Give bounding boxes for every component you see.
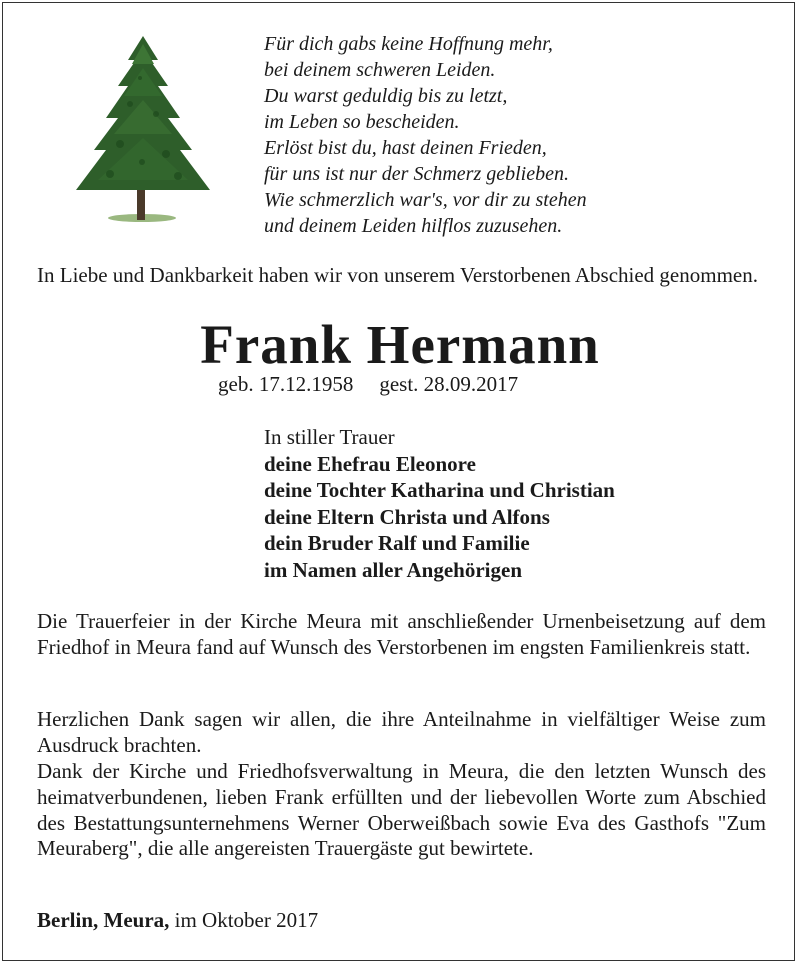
birth-date: geb. 17.12.1958 bbox=[218, 372, 354, 396]
closing-line bbox=[37, 906, 318, 934]
poem-line: Wie schmerzlich war's, vor dir zu stehen bbox=[264, 189, 587, 211]
poem-line: Erlöst bist du, hast deinen Frieden, bbox=[264, 137, 547, 159]
poem-line: für uns ist nur der Schmerz geblieben. bbox=[264, 163, 569, 185]
poem-line: im Leben so bescheiden. bbox=[264, 111, 460, 133]
closing-date: im Oktober 2017 bbox=[174, 908, 319, 932]
mourners-block bbox=[264, 424, 784, 583]
mourner-entry: deine Tochter Katharina und Christian bbox=[264, 478, 615, 502]
mourner-entry: dein Bruder Ralf und Familie bbox=[264, 531, 530, 555]
poem-line: bei deinem schweren Leiden. bbox=[264, 59, 496, 81]
thanks-paragraph: Herzlichen Dank sagen wir allen, die ihre Anteilnahme in vielfältiger Weise zum Ausdruck brachten. bbox=[37, 707, 766, 757]
mourner-entry: deine Ehefrau Eleonore bbox=[264, 451, 476, 476]
intro-text: In Liebe und Dankbarkeit haben wir von unserem Verstorbenen Abschied genommen. bbox=[37, 263, 758, 287]
poem-line: Du warst geduldig bis zu letzt, bbox=[264, 85, 508, 107]
memorial-poem bbox=[264, 31, 764, 239]
deceased-name: Frank Hermann bbox=[200, 314, 600, 375]
poem-line: und deinem Leiden hilflos zuzusehen. bbox=[264, 215, 563, 237]
mourner-entry: deine Eltern Christa und Alfons bbox=[264, 504, 550, 529]
death-date: gest. 28.09.2017 bbox=[379, 372, 519, 396]
mourning-heading: In stiller Trauer bbox=[264, 425, 395, 449]
mourner-entry: im Namen aller Angehörigen bbox=[264, 557, 523, 582]
closing-place: Berlin, Meura, bbox=[37, 908, 170, 932]
funeral-paragraph: Die Trauerfeier in der Kirche Meura mit anschließender Urnenbeisetzung auf dem Friedhof in Meura fand auf Wunsch des Verstorbenen im engsten Familienkreis statt. bbox=[37, 609, 766, 659]
tree-icon bbox=[70, 34, 216, 224]
poem-line: Für dich gabs keine Hoffnung mehr, bbox=[264, 33, 553, 55]
life-dates bbox=[218, 370, 518, 398]
thanks-detail-paragraph: Dank der Kirche und Friedhofsverwaltung in Meura, die den letzten Wunsch des heimatverbundenen, lieben Frank erfüllten und der liebevollen Worte zum Abschied des Bestattungsunternehmens Werner Oberweißbach sowie Eva des Gasthofs "Zum Meuraberg", die alle angereisten Trauergäste gut bewirtete. bbox=[37, 759, 766, 861]
